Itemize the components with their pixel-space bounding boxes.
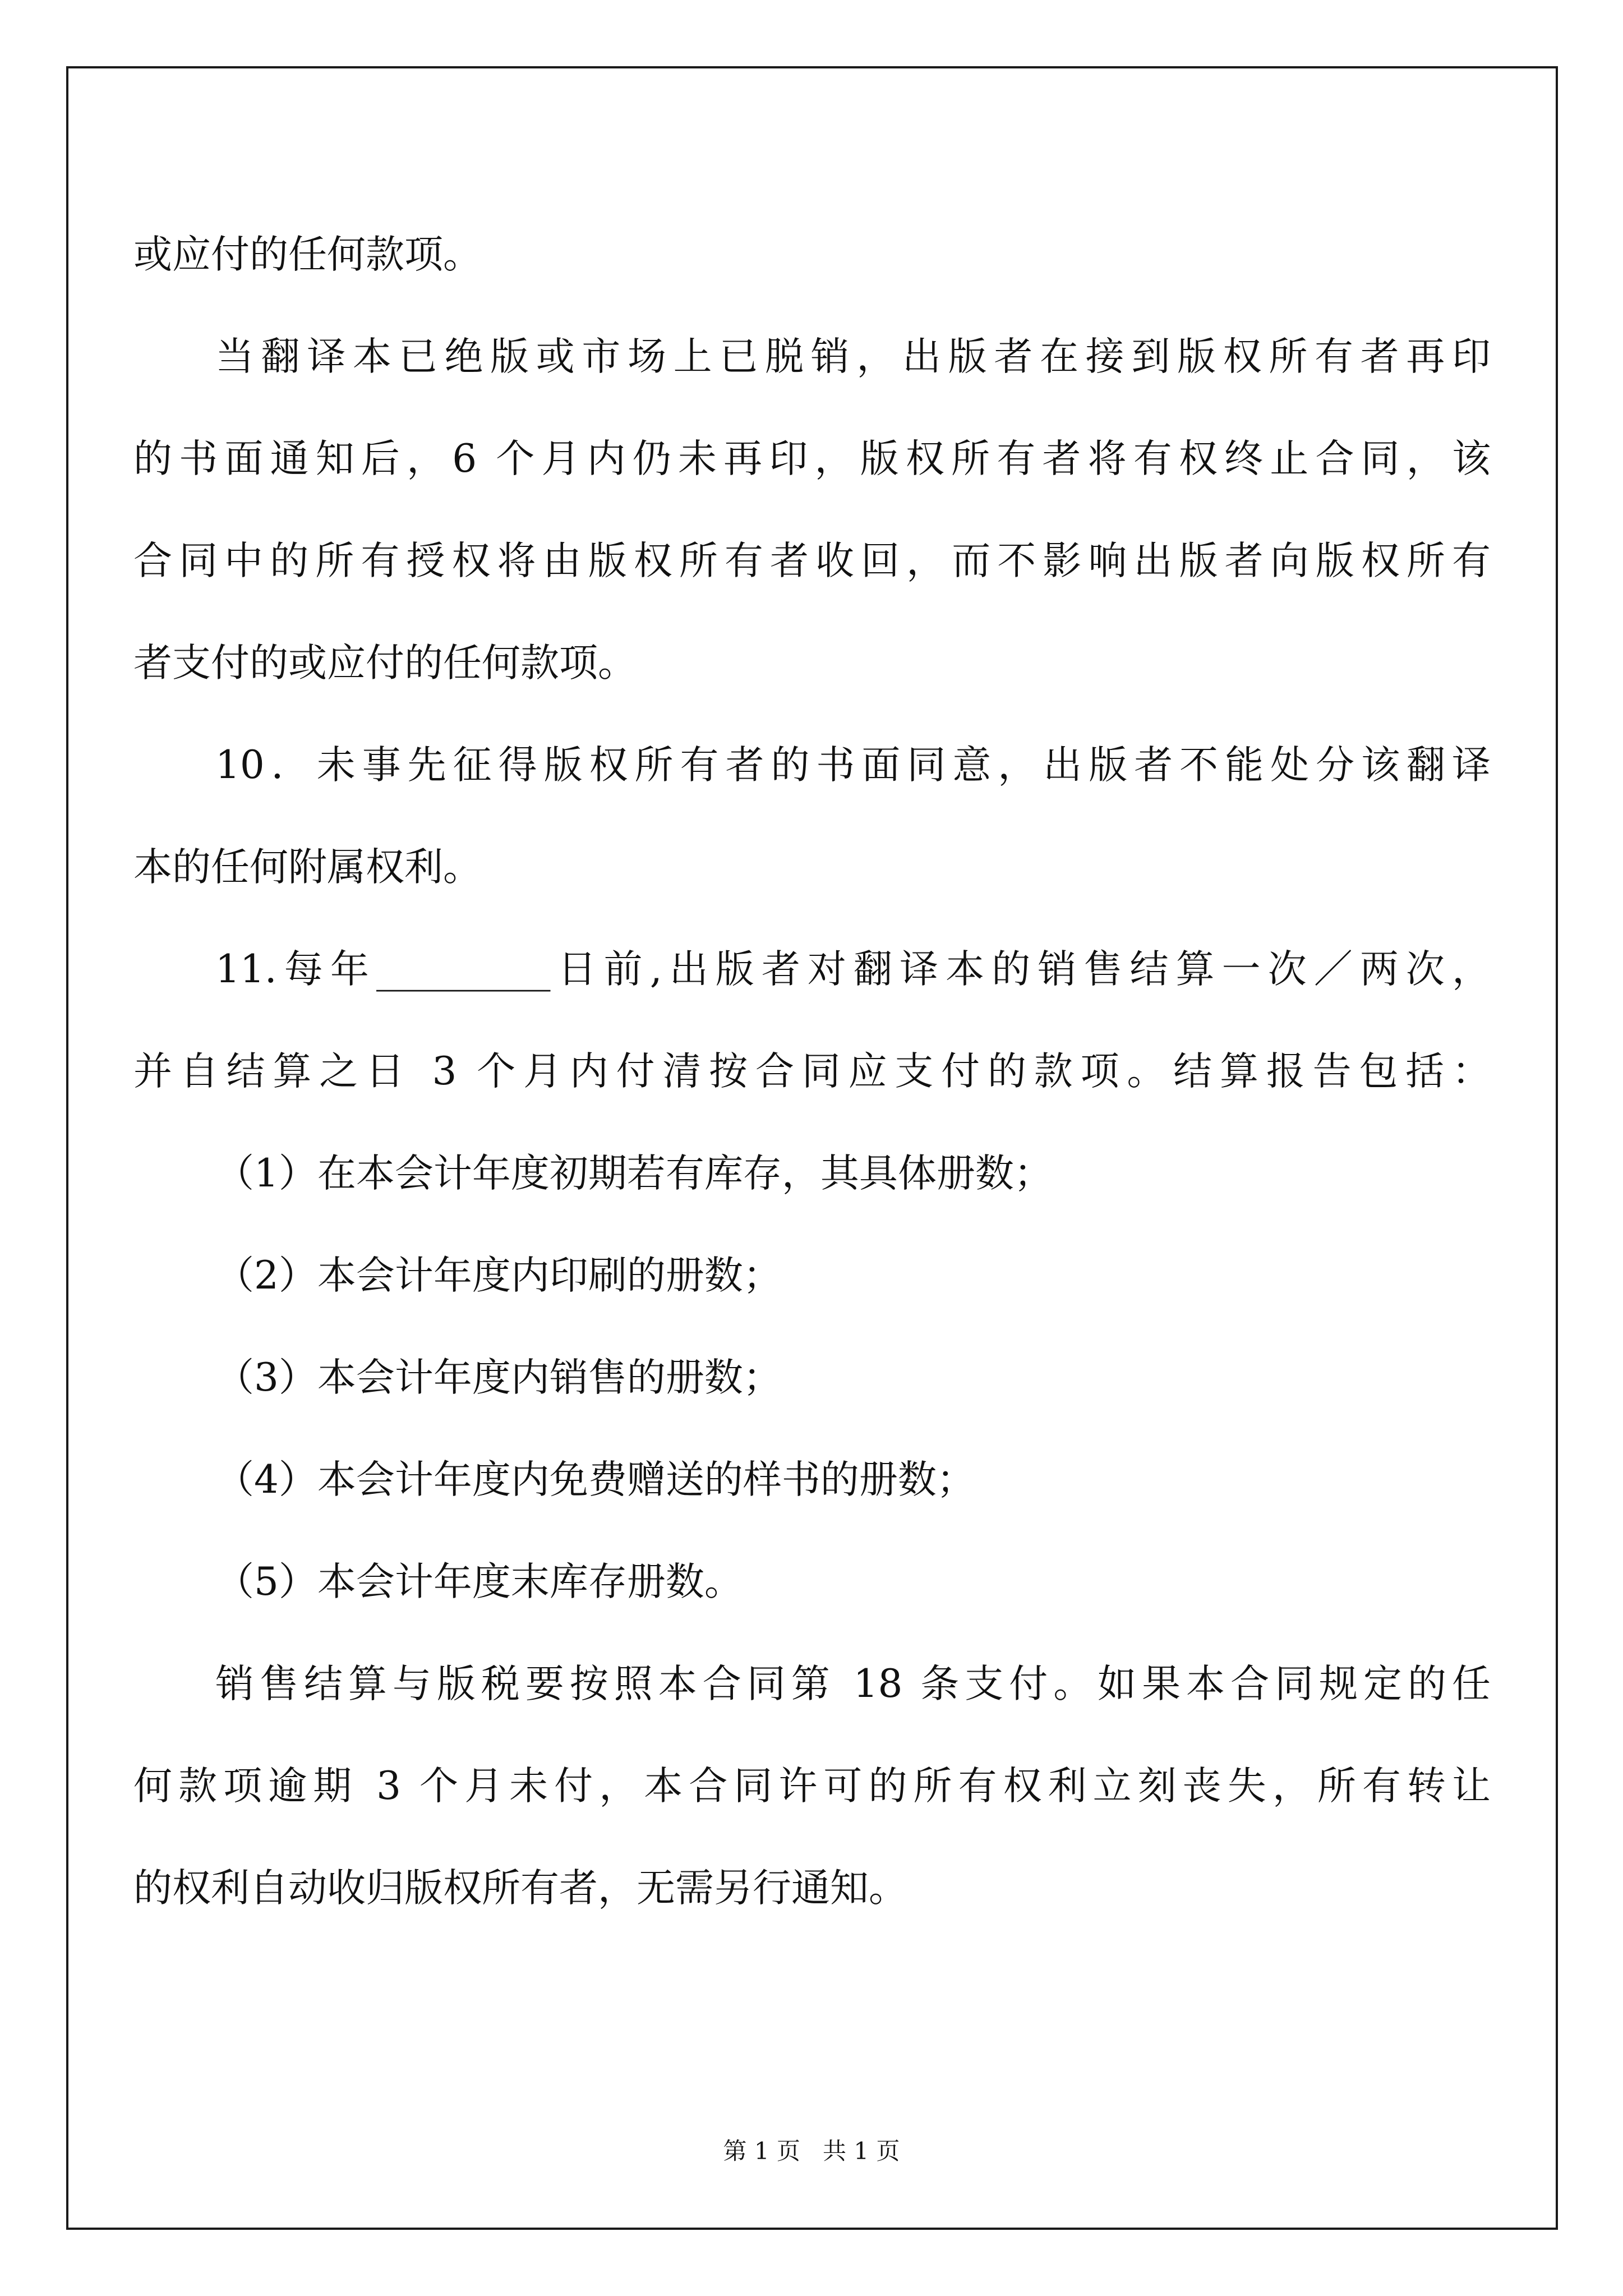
text-line: 并自结算之日 3 个月内付清按合同应支付的款项。结算报告包括：	[133, 1049, 1491, 1094]
text-line: 的书面通知后，6 个月内仍未再印，版权所有者将有权终止合同，该	[133, 436, 1491, 481]
list-item: （3）本会计年度内销售的册数；	[215, 1355, 782, 1400]
text-line: 的权利自动收归版权所有者，无需另行通知。	[133, 1866, 907, 1911]
text-line: 者支付的或应付的任何款项。	[133, 641, 637, 685]
list-item: （4）本会计年度内免费赠送的样书的册数；	[215, 1457, 975, 1502]
text-line: 合同中的所有授权将由版权所有者收回，而不影响出版者向版权所有	[133, 539, 1491, 583]
text-line: 何款项逾期 3 个月未付，本合同许可的所有权利立刻丧失，所有转让	[133, 1764, 1491, 1809]
text-line: 11.每年_________日前,出版者对翻译本的销售结算一次／两次，	[215, 947, 1491, 992]
page-number: 第 1 页 共 1 页	[723, 2137, 900, 2165]
list-item: （1）在本会计年度初期若有库存，其具体册数；	[215, 1151, 1053, 1196]
text-line: 10．未事先征得版权所有者的书面同意，出版者不能处分该翻译	[215, 743, 1491, 788]
text-line: 当翻译本已绝版或市场上已脱销，出版者在接到版权所有者再印	[215, 334, 1491, 379]
list-item: （2）本会计年度内印刷的册数；	[215, 1253, 782, 1298]
text-line: 或应付的任何款项。	[133, 232, 482, 277]
text-line: 本的任何附属权利。	[133, 845, 482, 890]
list-item: （5）本会计年度末库存册数。	[215, 1559, 743, 1604]
text-line: 销售结算与版税要按照本合同第 18 条支付。如果本合同规定的任	[215, 1662, 1491, 1706]
